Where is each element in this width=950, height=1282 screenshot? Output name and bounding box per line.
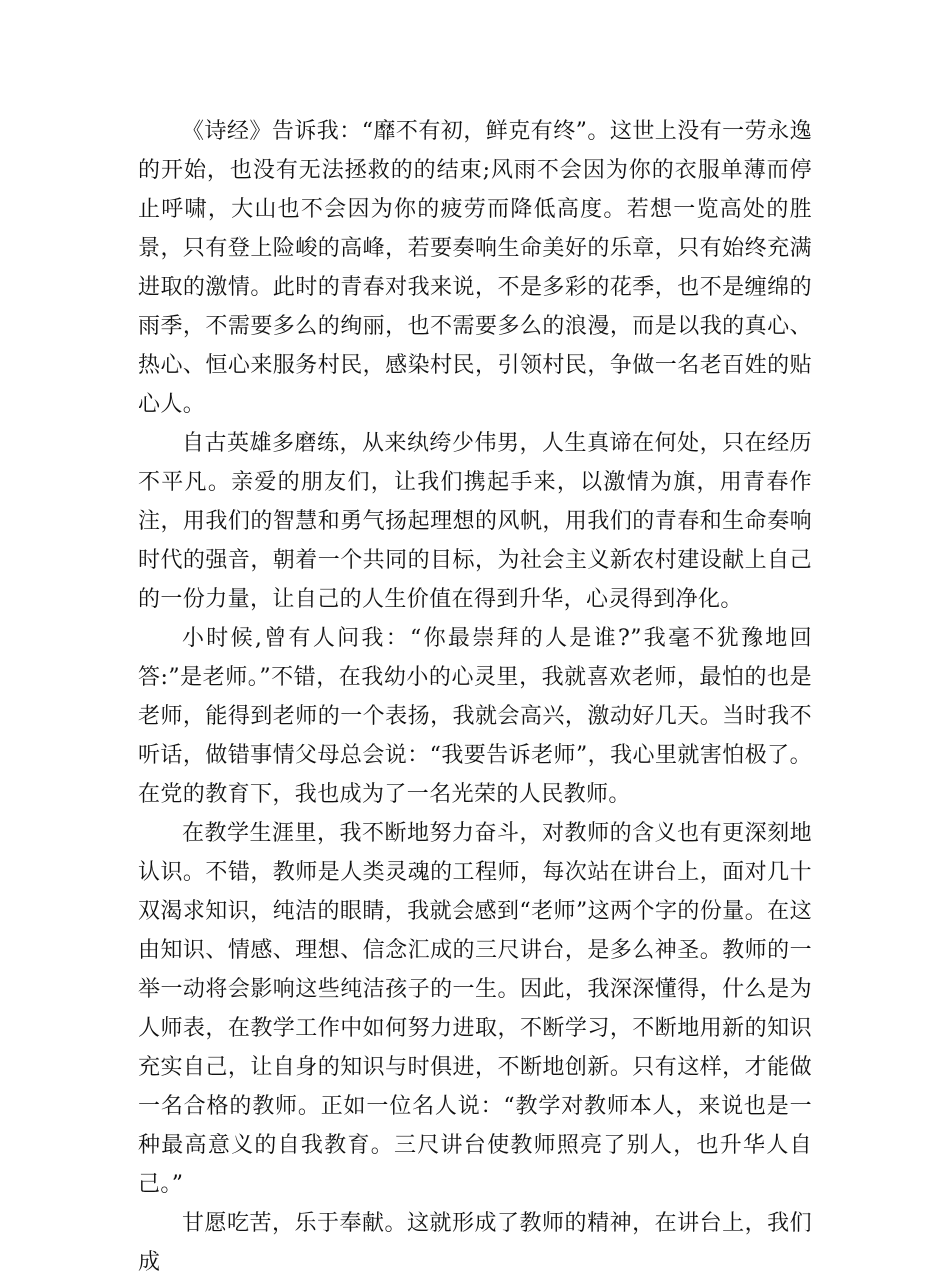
paragraph: 自古英雄多磨练，从来纨绔少伟男，人生真谛在何处，只在经历不平凡。亲爱的朋友们，让我们携起手来，以激情为旗，用青春作注，用我们的智慧和勇气扬起理想的风帆，用我们的青春和生命奏响时代的强音，朝着一个共同的目标，为社会主义新农村建设献上自己的一份力量，让自己的人生价值在得到升华，心灵得到净化。 — [138, 431, 812, 612]
paragraph: 小时候,曾有人问我：“你最崇拜的人是谁?”我毫不犹豫地回答:”是老师。”不错，在我幼小的心灵里，我就喜欢老师，最怕的也是老师，能得到老师的一个表扬，我就会高兴，激动好几天。当时我不听话，做错事情父母总会说：“我要告诉老师”，我心里就害怕极了。在党的教育下，我也成为了一名光荣的人民教师。 — [138, 626, 812, 807]
paragraph: 甘愿吃苦，乐于奉献。这就形成了教师的精神，在讲台上，我们成 — [138, 1211, 812, 1275]
paragraph: 在教学生涯里，我不断地努力奋斗，对教师的含义也有更深刻地认识。不错，教师是人类灵魂的工程师，每次站在讲台上，面对几十双渴求知识，纯洁的眼睛，我就会感到“老师”这两个字的份量。在这由知识、情感、理想、信念汇成的三尺讲台，是多么神圣。教师的一举一动将会影响这些纯洁孩子的一生。因此，我深深懂得，什么是为人师表，在教学工作中如何努力进取，不断学习，不断地用新的知识充实自己，让自身的知识与时俱进，不断地创新。只有这样，才能做一名合格的教师。正如一位名人说：“教学对教师本人，来说也是一种最高意义的自我教育。三尺讲台使教师照亮了别人，也升华人自己。” — [138, 821, 812, 1197]
paragraph: 《诗经》告诉我：“靡不有初，鲜克有终”。这世上没有一劳永逸的开始，也没有无法拯救的的结束;风雨不会因为你的衣服单薄而停止呼啸，大山也不会因为你的疲劳而降低高度。若想一览高处的胜景，只有登上险峻的高峰，若要奏响生命美好的乐章，只有始终充满进取的激情。此时的青春对我来说，不是多彩的花季，也不是缠绵的雨季，不需要多么的绚丽，也不需要多么的浪漫，而是以我的真心、热心、恒心来服务村民，感染村民，引领村民，争做一名老百姓的贴心人。 — [138, 119, 812, 417]
